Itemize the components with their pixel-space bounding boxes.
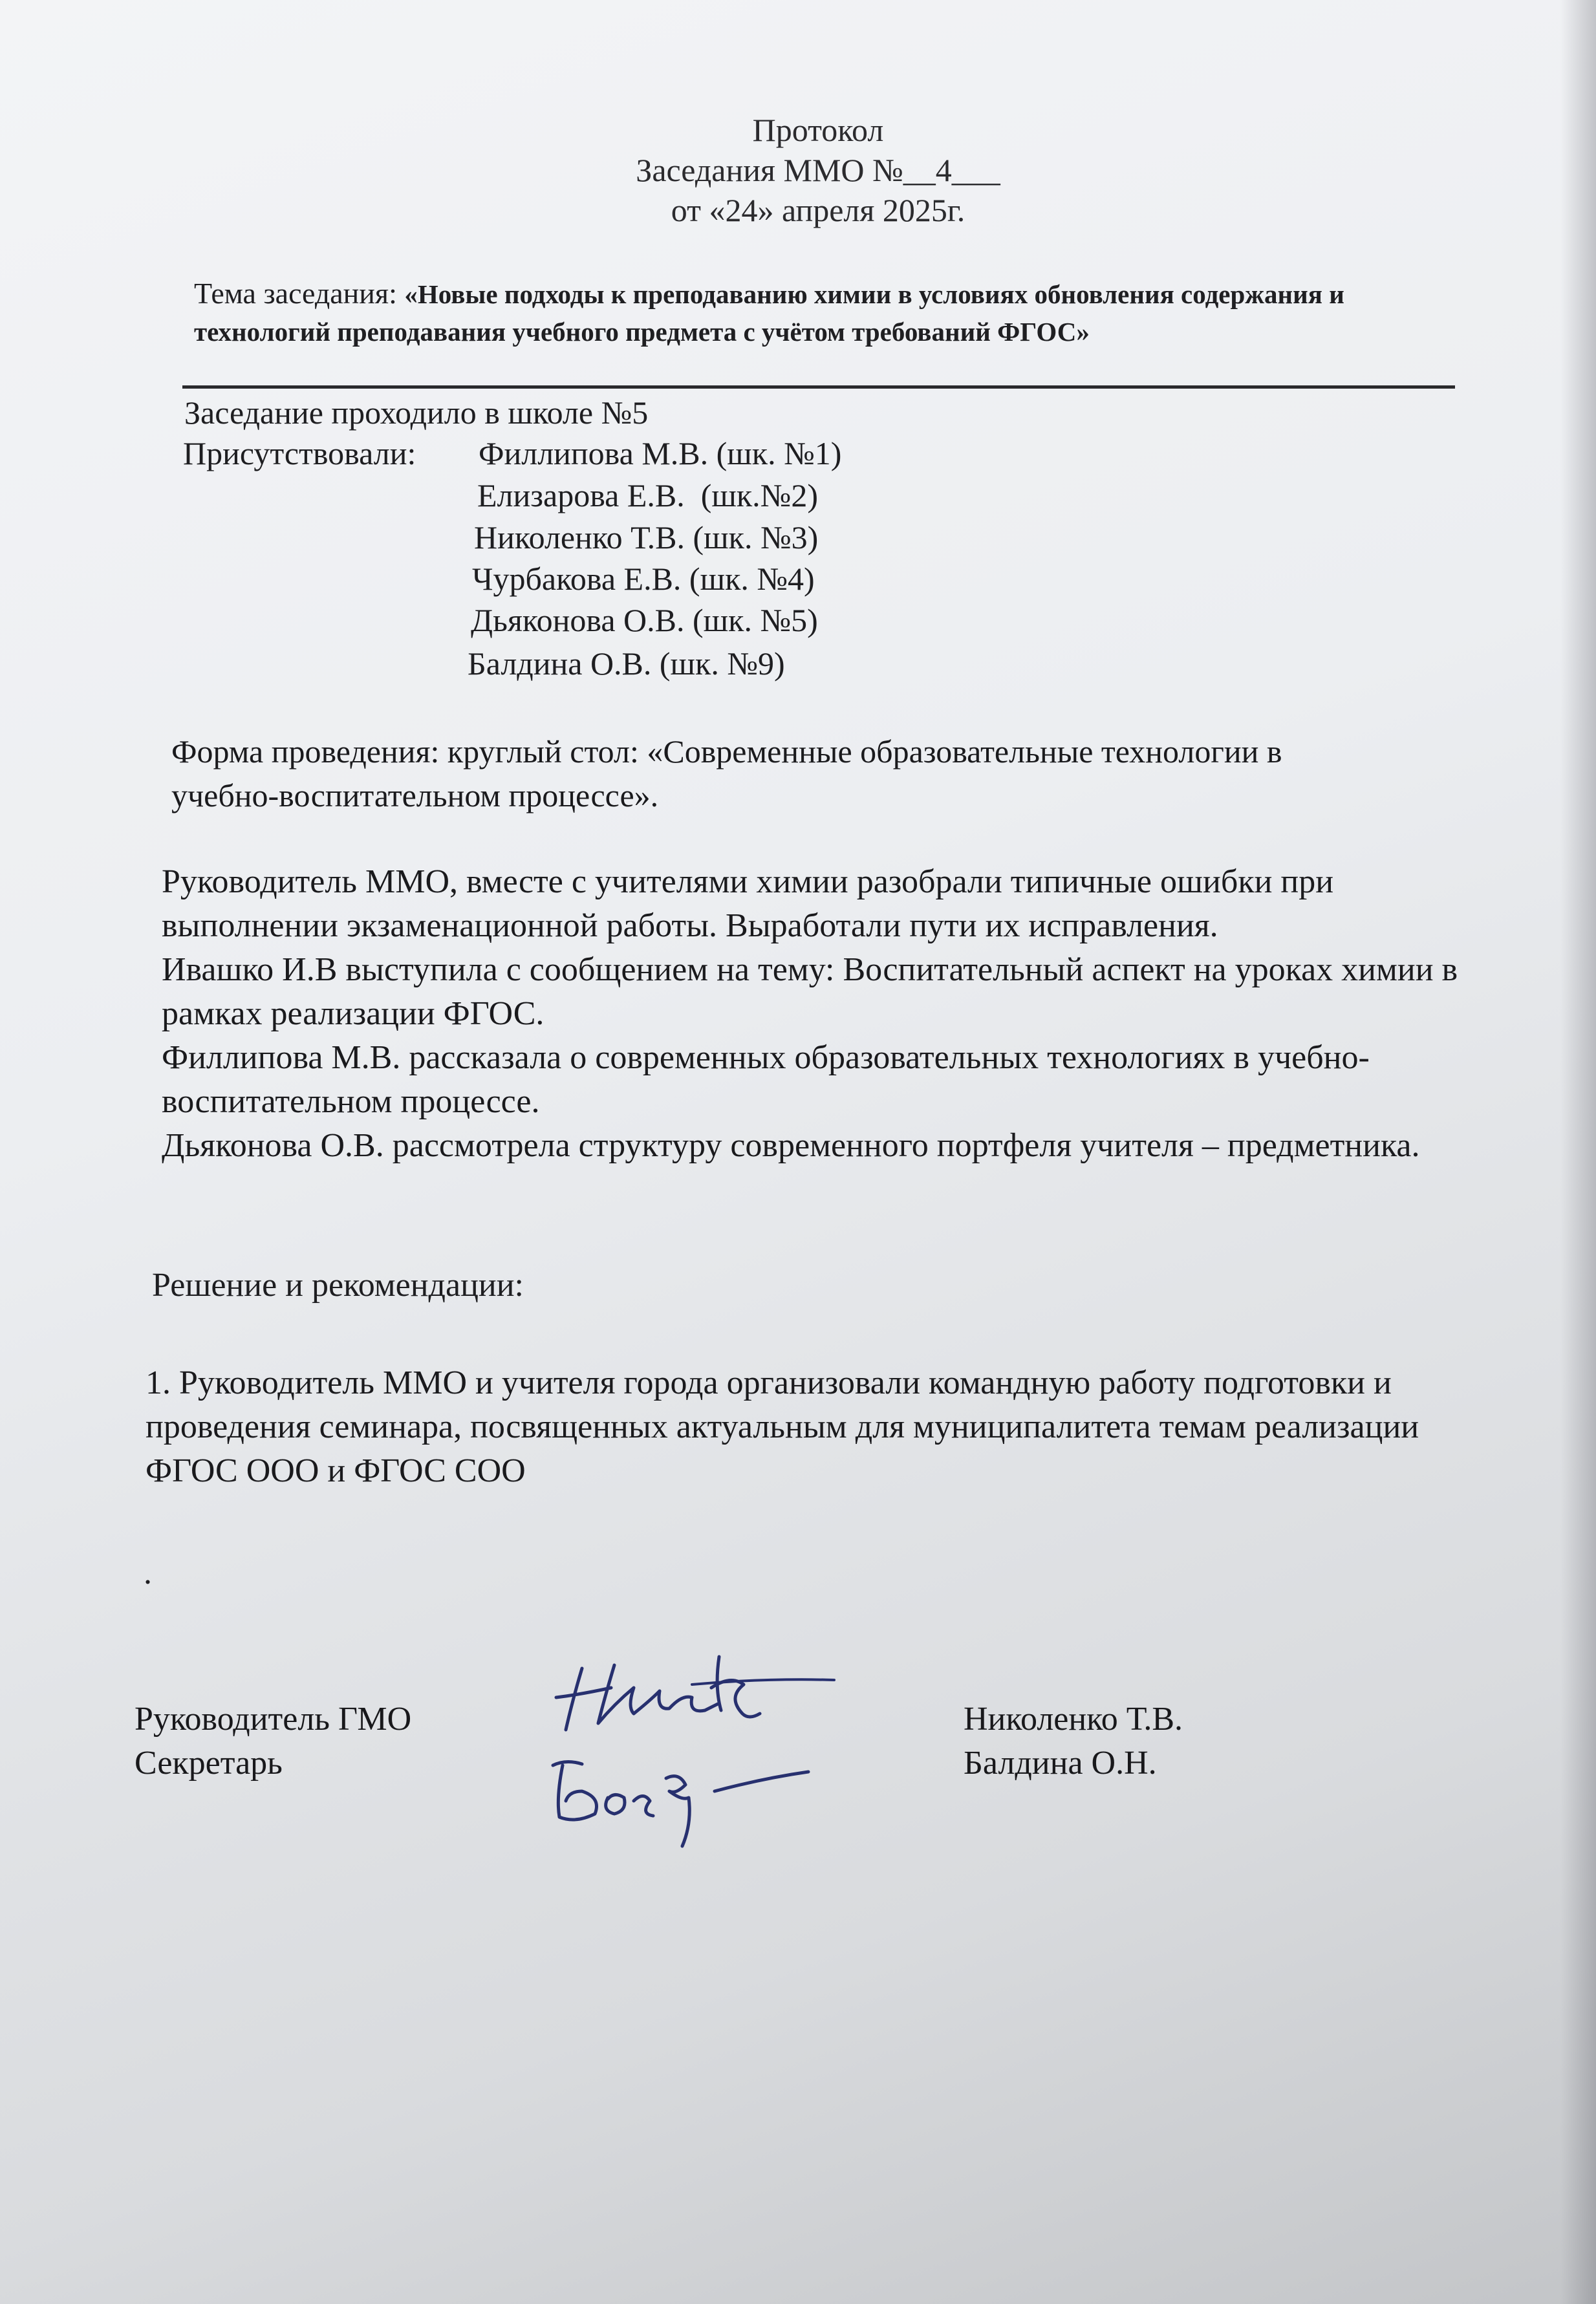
head-name: Николенко Т.В. <box>964 1701 1183 1738</box>
meeting-format: Форма проведения: круглый стол: «Современные образовательные технологии в учебно-воспитательном процессе». <box>171 733 1282 813</box>
head-role: Руководитель ГМО <box>135 1701 412 1738</box>
proceeding-2: Ивашко И.В выступила с сообщением на тему: Воспитательный аспект на уроках химии в рамках реализации ФГОС. <box>162 951 1458 1032</box>
theme-text: «Новые подходы к преподаванию химии в условиях обновления содержания и технологий преподавания учебного предмета с учётом требований ФГОС» <box>194 279 1344 347</box>
meeting-date: от «24» апреля 2025г. <box>671 192 965 228</box>
proceeding-4: Дьяконова О.В. рассмотрела структуру современного портфеля учителя – предметника. <box>162 1127 1420 1164</box>
attendee-2: Елизарова Е.В. (шк.№2) <box>477 477 819 513</box>
theme-underline <box>182 385 1455 389</box>
attendee-1: Филлипова М.В. (шк. №1) <box>479 435 842 471</box>
proceeding-1: Руководитель ММО, вместе с учителями химии разобрали типичные ошибки при выполнении экзаменационной работы. Выработали пути их исправления. <box>162 863 1334 944</box>
protocol-header <box>453 110 1183 230</box>
secretary-name: Балдина О.Н. <box>964 1745 1157 1782</box>
meeting-theme <box>194 275 1455 350</box>
secretary-role: Секретарь <box>135 1745 283 1782</box>
meeting-number: Заседания ММО №__4___ <box>636 152 1000 188</box>
protocol-title: Протокол <box>752 112 884 148</box>
page-edge-shadow <box>1560 0 1596 2304</box>
proceedings <box>162 860 1487 1168</box>
attendee-5: Дьяконова О.В. (шк. №5) <box>471 602 818 638</box>
trailing-mark: . <box>144 1555 152 1591</box>
decision-item-1: 1. Руководитель ММО и учителя города организовали командную работу подготовки и проведения семинара, посвященных актуальным для муниципалитета темам реализации ФГОС ООО и ФГОС СОО <box>146 1364 1419 1489</box>
decisions-heading: Решение и рекомендации: <box>152 1267 524 1304</box>
proceeding-3: Филлипова М.В. рассказала о современных образовательных технологиях в учебно-воспитательном процессе. <box>162 1039 1370 1120</box>
attendee-6: Балдина О.В. (шк. №9) <box>468 645 785 682</box>
attendee-3: Николенко Т.В. (шк. №3) <box>474 519 819 555</box>
head-signature <box>537 1649 860 1746</box>
attendee-4: Чурбакова Е.В. (шк. №4) <box>472 561 815 597</box>
attendance-label: Присутствовали: <box>183 435 416 471</box>
secretary-signature <box>537 1739 828 1849</box>
meeting-venue: Заседание проходило в школе №5 <box>184 394 649 431</box>
theme-label: Тема заседания: <box>194 277 405 310</box>
